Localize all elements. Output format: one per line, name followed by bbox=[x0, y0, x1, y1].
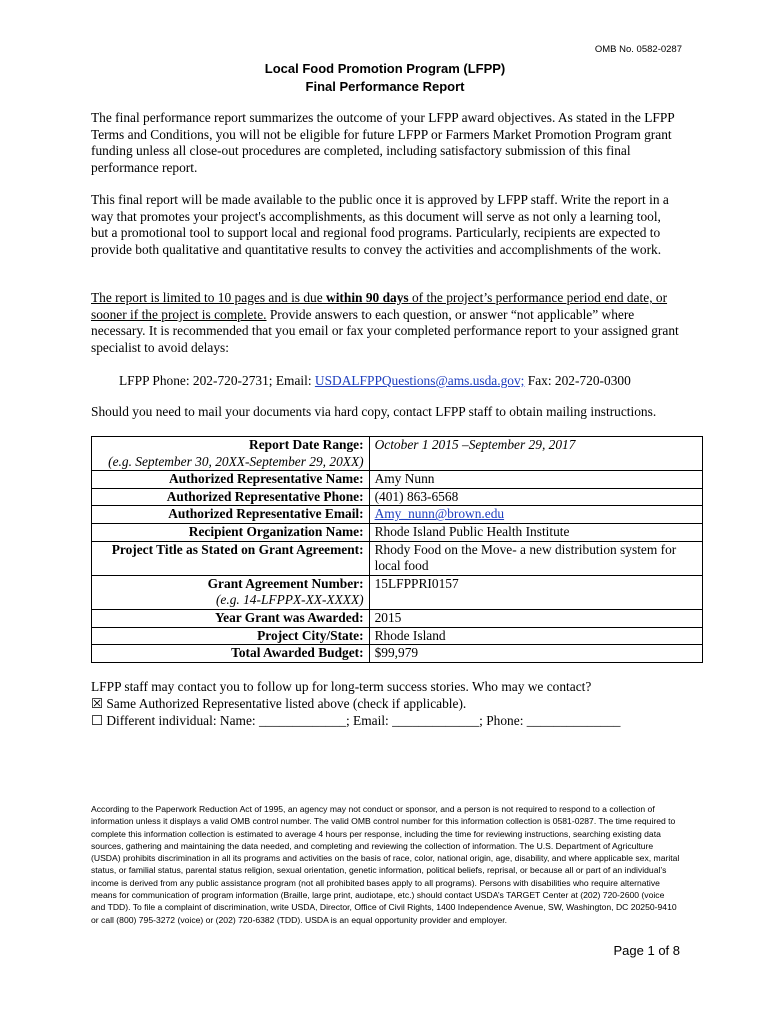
phone-text: LFPP Phone: 202-720-2731; Email: bbox=[119, 373, 315, 388]
limit-paragraph bbox=[91, 290, 681, 356]
mail-note: Should you need to mail your documents via hard copy, contact LFPP staff to obtain mailing instructions. bbox=[91, 404, 657, 419]
org-label: Recipient Organization Name: bbox=[92, 523, 370, 541]
page-number: Page 1 of 8 bbox=[613, 943, 680, 958]
lfpp-email-link[interactable]: USDALFPPQuestions@ams.usda.gov; bbox=[314, 373, 525, 388]
budget-label: Total Awarded Budget: bbox=[92, 645, 370, 663]
grant-number-label: Grant Agreement Number: bbox=[207, 575, 364, 591]
followup-option-same bbox=[91, 695, 621, 712]
table-row bbox=[92, 541, 703, 575]
followup-section bbox=[91, 678, 621, 729]
rep-phone-value[interactable]: (401) 863-6568 bbox=[369, 488, 702, 506]
limit-text-3: Provide answers to each question, or answer “not applicable” where necessary. It is recommended that you email or fax your completed performance report to your assigned grant specialist to avoid delays: bbox=[91, 306, 679, 355]
table-row bbox=[92, 627, 703, 645]
omb-number: OMB No. 0582-0287 bbox=[594, 44, 682, 55]
city-state-label: Project City/State: bbox=[92, 627, 370, 645]
limit-text-1: The report is limited to 10 pages and is due bbox=[91, 290, 327, 305]
project-info-table bbox=[91, 436, 703, 663]
report-date-value[interactable]: October 1 2015 –September 29, 2017 bbox=[369, 437, 702, 471]
city-state-value[interactable]: Rhode Island bbox=[369, 627, 702, 645]
limit-deadline: within 90 days bbox=[326, 290, 409, 305]
table-row bbox=[92, 645, 703, 663]
public-report-paragraph: This final report will be made available to the public once it is approved by LFPP staff. Write the report in a way that promotes your project's accomplishments, as this document will serve as not only a learning tool, but a promotional tool to support local and regional food programs. Particularly, recipients are expected to provide both qualitative and quantitative results to convey the activities and accomplishments of the work. bbox=[91, 192, 669, 257]
followup-option-different bbox=[91, 712, 621, 729]
title-line-2: Final Performance Report bbox=[305, 79, 465, 94]
table-row bbox=[92, 523, 703, 541]
unchecked-checkbox[interactable]: ☐ bbox=[91, 713, 104, 728]
rep-email-link[interactable]: Amy_nunn@brown.edu bbox=[374, 506, 505, 522]
rep-email-label: Authorized Representative Email: bbox=[92, 506, 370, 524]
report-date-label: Report Date Range: bbox=[249, 437, 364, 452]
rep-name-value[interactable]: Amy Nunn bbox=[369, 471, 702, 489]
project-title-value[interactable]: Rhody Food on the Move- a new distribution system for local food bbox=[369, 541, 702, 575]
budget-value[interactable]: $99,979 bbox=[369, 645, 702, 663]
project-title-label: Project Title as Stated on Grant Agreement: bbox=[92, 541, 370, 575]
table-row bbox=[92, 575, 703, 609]
grant-number-value[interactable]: 15LFPPRI0157 bbox=[369, 575, 702, 609]
table-row bbox=[92, 488, 703, 506]
paperwork-reduction-notice: According to the Paperwork Reduction Act of 1995, an agency may not conduct or sponsor, and a person is not required to respond to a collection of information unless it displays a valid OMB control number. The valid OMB control number for this information collection is 0581-0287. The time required to complete this information collection is estimated to average 4 hours per response, including the time for reviewing instructions, searching existing data sources, gathering and maintaining the data needed, and completing and reviewing the collection of information. The U.S. Department of Agriculture (USDA) prohibits discrimination in all its programs and activities on the basis of race, color, national origin, age, disability, and where applicable sex, marital status, or familial status, parental status religion, sexual orientation, genetic information, political beliefs, reprisal, or because all or part of an individual’s income is derived from any public assistance program (not all prohibited bases apply to all programs). Persons with disabilities who require alternative means for communication of program information (Braille, large print, audiotape, etc.) should contact USDA’s TARGET Center at (202) 720-2600 (voice and TDD). To file a complaint of discrimination, write USDA, Director, Office of Civil Rights, 1400 Independence Avenue, SW, Washington, DC 20250-9410 or call (800) 795-3272 (voice) or (202) 720-6382 (TDD). USDA is an equal opportunity provider and employer. bbox=[91, 804, 680, 925]
rep-phone-label: Authorized Representative Phone: bbox=[92, 488, 370, 506]
document-title bbox=[0, 60, 770, 96]
option-same-label: Same Authorized Representative listed above (check if applicable). bbox=[103, 696, 467, 711]
table-row bbox=[92, 609, 703, 627]
grant-number-label-cell bbox=[92, 575, 370, 609]
org-value[interactable]: Rhode Island Public Health Institute bbox=[369, 523, 702, 541]
option-different-label: Different individual: Name: _____________; Email: _____________; Phone: ______________ bbox=[103, 713, 621, 728]
grant-number-hint: (e.g. 14-LFPPX-XX-XXXX) bbox=[215, 592, 364, 608]
contact-line bbox=[119, 373, 631, 389]
followup-question: LFPP staff may contact you to follow up for long-term success stories. Who may we contact? bbox=[91, 679, 592, 694]
year-value[interactable]: 2015 bbox=[369, 609, 702, 627]
title-line-1: Local Food Promotion Program (LFPP) bbox=[264, 61, 506, 76]
rep-name-label: Authorized Representative Name: bbox=[92, 471, 370, 489]
year-label: Year Grant was Awarded: bbox=[92, 609, 370, 627]
table-row bbox=[92, 506, 703, 524]
table-row bbox=[92, 437, 703, 471]
report-date-hint: (e.g. September 30, 20XX-September 29, 20XX) bbox=[108, 453, 364, 469]
checked-checkbox[interactable]: ☒ bbox=[91, 696, 104, 711]
intro-paragraph: The final performance report summarizes the outcome of your LFPP award objectives. As stated in the LFPP Terms and Conditions, you will not be eligible for future LFPP or Farmers Market Promotion Program grant funding unless all close-out procedures are completed, including satisfactory submission of this final performance report. bbox=[91, 110, 675, 175]
rep-email-cell bbox=[369, 506, 702, 524]
limit-text-2: of the project’s performance period end date, or sooner if the project is complete. bbox=[91, 290, 668, 322]
report-date-label-cell bbox=[92, 437, 370, 471]
table-row bbox=[92, 471, 703, 489]
fax-text: Fax: 202-720-0300 bbox=[524, 373, 631, 388]
